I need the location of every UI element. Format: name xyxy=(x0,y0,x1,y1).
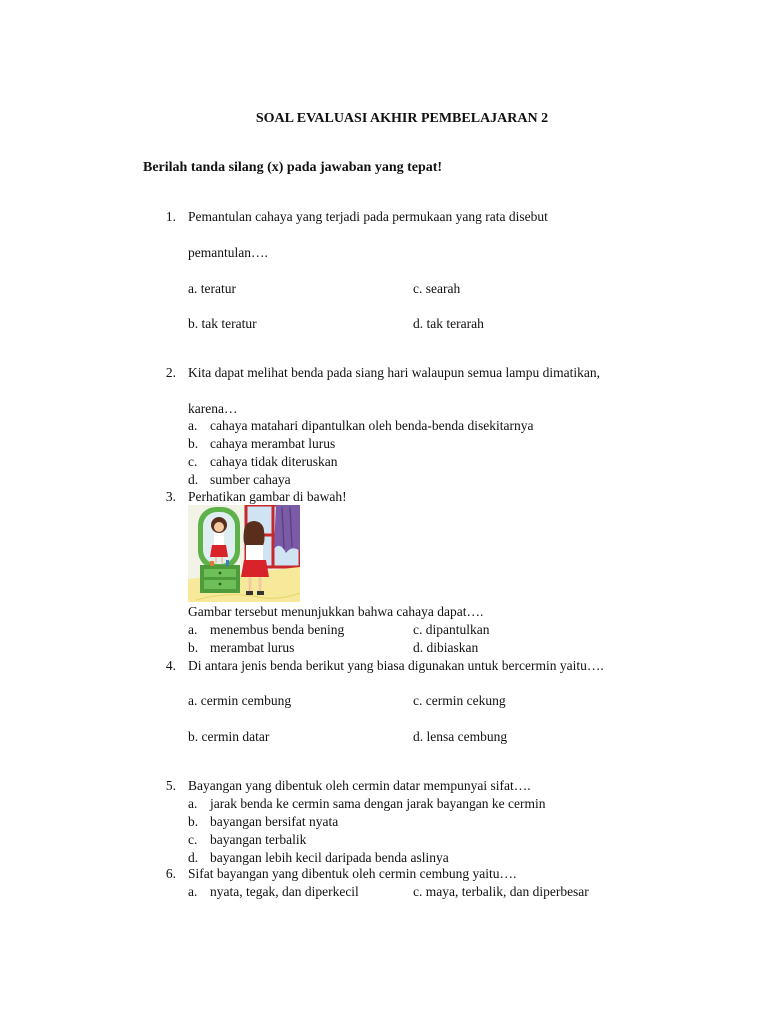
option-letter: a. xyxy=(188,622,198,637)
option[interactable]: bayangan bersifat nyata xyxy=(210,814,339,829)
option-letter: b. xyxy=(188,640,199,655)
option[interactable]: cahaya matahari dipantulkan oleh benda-benda disekitarnya xyxy=(210,418,534,433)
question-text: pemantulan…. xyxy=(188,245,268,260)
mirror-girl-illustration xyxy=(188,505,300,602)
question-text: Perhatikan gambar di bawah! xyxy=(188,489,347,504)
question-text: Pemantulan cahaya yang terjadi pada permukaan yang rata disebut xyxy=(188,209,548,224)
option[interactable]: c. cermin cekung xyxy=(413,693,506,708)
option[interactable]: c. dipantulkan xyxy=(413,622,490,637)
question-text: Bayangan yang dibentuk oleh cermin datar mempunyai sifat…. xyxy=(188,778,531,793)
option-letter: a. xyxy=(188,884,198,899)
option[interactable]: d. dibiaskan xyxy=(413,640,479,655)
option[interactable]: menembus benda bening xyxy=(210,622,345,637)
option[interactable]: sumber cahaya xyxy=(210,472,291,487)
option[interactable]: bayangan terbalik xyxy=(210,832,307,847)
option[interactable]: c. searah xyxy=(413,281,461,296)
question-number: 4. xyxy=(165,658,176,673)
option[interactable]: jarak benda ke cermin sama dengan jarak bayangan ke cermin xyxy=(210,796,546,811)
option-letter: a. xyxy=(188,418,198,433)
option-letter: c. xyxy=(188,832,198,847)
option[interactable]: bayangan lebih kecil daripada benda aslinya xyxy=(210,850,449,865)
page-title: SOAL EVALUASI AKHIR PEMBELAJARAN 2 xyxy=(255,111,549,126)
question-text: karena… xyxy=(188,401,238,416)
question-number: 1. xyxy=(165,209,176,224)
option[interactable]: a. teratur xyxy=(188,281,236,296)
question-text: Sifat bayangan yang dibentuk oleh cermin cembung yaitu…. xyxy=(188,866,517,881)
option-letter: a. xyxy=(188,796,198,811)
option[interactable]: merambat lurus xyxy=(210,640,295,655)
question-number: 3. xyxy=(165,489,176,504)
option-letter: c. xyxy=(188,454,198,469)
option[interactable]: b. tak teratur xyxy=(188,316,257,331)
option[interactable]: d. tak terarah xyxy=(413,316,484,331)
option-letter: b. xyxy=(188,436,199,451)
option[interactable]: nyata, tegak, dan diperkecil xyxy=(210,884,359,899)
option[interactable]: d. lensa cembung xyxy=(413,729,508,744)
option[interactable]: c. maya, terbalik, dan diperbesar xyxy=(413,884,589,899)
question-text: Di antara jenis benda berikut yang biasa digunakan untuk bercermin yaitu…. xyxy=(188,658,604,673)
question-number: 6. xyxy=(165,866,176,881)
instruction: Berilah tanda silang (x) pada jawaban yang tepat! xyxy=(143,160,443,175)
question-text: Kita dapat melihat benda pada siang hari walaupun semua lampu dimatikan, xyxy=(188,365,600,380)
option[interactable]: a. cermin cembung xyxy=(188,693,292,708)
option[interactable]: cahaya merambat lurus xyxy=(210,436,336,451)
option-letter: d. xyxy=(188,850,199,865)
option[interactable]: cahaya tidak diteruskan xyxy=(210,454,338,469)
question-text: Gambar tersebut menunjukkan bahwa cahaya dapat…. xyxy=(188,604,484,619)
question-number: 2. xyxy=(165,365,176,380)
option[interactable]: b. cermin datar xyxy=(188,729,270,744)
question-number: 5. xyxy=(165,778,176,793)
option-letter: d. xyxy=(188,472,199,487)
option-letter: b. xyxy=(188,814,199,829)
